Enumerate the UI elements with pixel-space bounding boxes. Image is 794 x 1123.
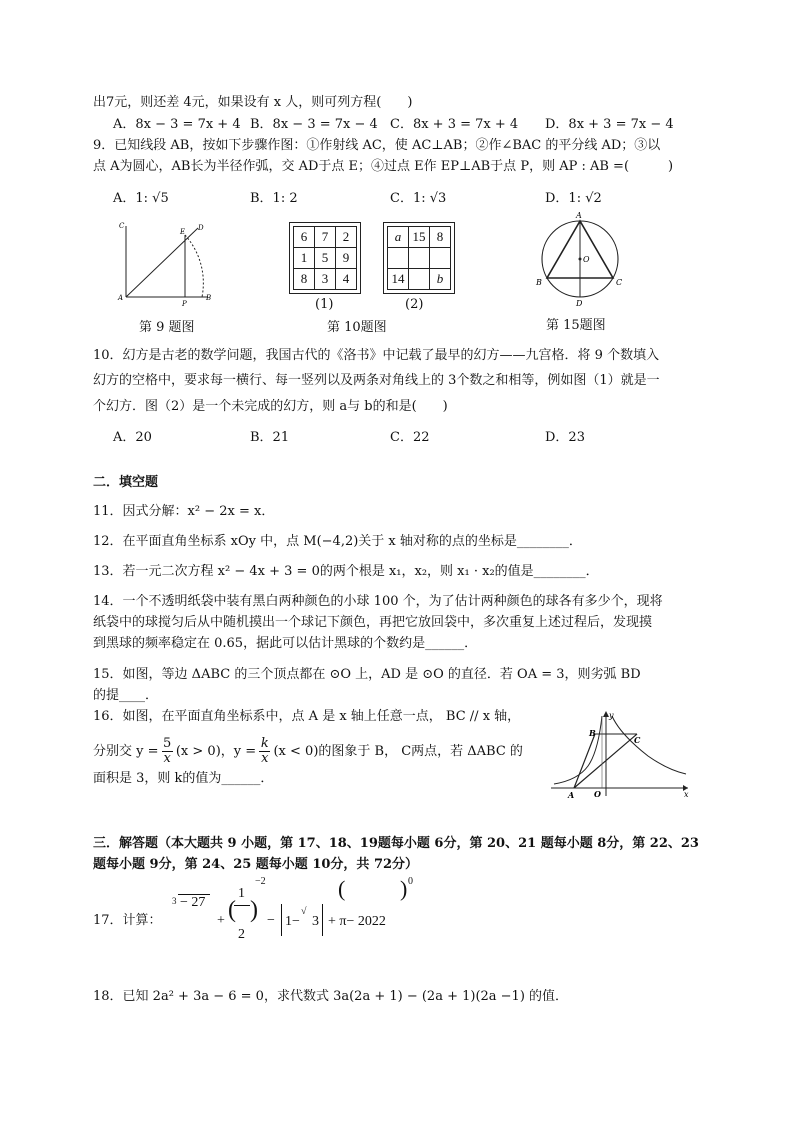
q14-line2: 纸袋中的球搅匀后从中随机摸出一个球记下颜色，再把它放回袋中，多次重复上述过程后，发现摸 bbox=[93, 615, 653, 630]
magic-square-1-cell: 3 bbox=[315, 269, 336, 290]
q16-line2-c: (x < 0)的图象于 B， C两点，若 ΔABC 的 bbox=[273, 743, 523, 759]
magic-square-2-cell bbox=[409, 248, 430, 269]
fig9-label-d: D bbox=[198, 224, 204, 232]
q8-option-c: C．8x + 3 = 7x + 4 bbox=[390, 117, 519, 132]
q16-line2 bbox=[93, 737, 523, 766]
magic-square-2-cell bbox=[430, 248, 451, 269]
q16-fraction-1 bbox=[162, 737, 173, 766]
q17-exp-2: 0 bbox=[408, 876, 413, 887]
figure-9-diagram bbox=[116, 218, 216, 308]
fig15-caption: 第 15题图 bbox=[546, 318, 606, 333]
magic-square-1-cell: 8 bbox=[294, 269, 315, 290]
fig15-label-c: C bbox=[616, 278, 623, 287]
q16-line3: 面积是 3，则 k的值为______． bbox=[93, 771, 274, 786]
fig9-label-c: C bbox=[119, 222, 125, 230]
magic-square-1-cell: 5 bbox=[315, 248, 336, 269]
q9-line2: 点 A为圆心，AB长为半径作弧，交 AD于点 E；④过点 E作 EP⊥AB于点 P，则 AP : AB =( ) bbox=[93, 159, 674, 174]
fig16-label-x: x bbox=[684, 790, 689, 799]
q16-fraction-1-num: 5 bbox=[163, 736, 172, 751]
figure-10-grid-2 bbox=[383, 222, 455, 298]
q17-sqrt3: 3 bbox=[312, 914, 319, 929]
fig16-label-c: C bbox=[634, 735, 641, 745]
figure-16-graph bbox=[548, 708, 694, 800]
q13: 13．若一元二次方程 x² − 4x + 3 = 0的两个根是 x₁，x₂，则 x₁ · x₂的值是________． bbox=[93, 564, 599, 579]
magic-square-1-cell: 7 bbox=[315, 227, 336, 248]
q17-paren2-left: ( bbox=[338, 876, 346, 901]
fig10-label-1: (1) bbox=[315, 297, 334, 312]
fig16-label-a: A bbox=[568, 790, 575, 800]
fig9-label-b: B bbox=[206, 294, 212, 302]
q17-frac-num: 1 bbox=[238, 886, 245, 901]
figure-15-diagram bbox=[530, 208, 630, 310]
magic-square-2-row bbox=[388, 248, 451, 269]
magic-square-1-row bbox=[294, 269, 357, 290]
q9-option-d: D．1: √2 bbox=[545, 191, 602, 206]
q8-option-d: D．8x + 3 = 7x − 4 bbox=[545, 117, 674, 132]
fig10-caption: 第 10题图 bbox=[327, 320, 387, 335]
q17-minus: − bbox=[267, 913, 275, 928]
fig15-label-b: B bbox=[536, 278, 542, 287]
q17-root-index: 3 bbox=[172, 896, 177, 906]
q10-option-d: D．23 bbox=[545, 430, 585, 445]
q9-line1: 9．已知线段 AB，按如下步骤作图：①作射线 AC，使 AC⊥AB；②作∠BAC 的平分线 AD；③以 bbox=[93, 138, 661, 153]
q9-option-a: A．1: √5 bbox=[113, 191, 169, 206]
fig9-label-e: E bbox=[180, 228, 186, 236]
magic-square-2-cell: a bbox=[388, 227, 409, 248]
q8-option-b: B．8x − 3 = 7x − 4 bbox=[250, 117, 378, 132]
fig9-label-a: A bbox=[118, 294, 124, 302]
q16-fraction-2-num: k bbox=[260, 736, 269, 751]
q15-line2: 的提____． bbox=[93, 688, 159, 703]
magic-square-1-cell: 2 bbox=[336, 227, 357, 248]
q16-line2-b: (x > 0)，y = bbox=[175, 743, 257, 759]
section-2-title: 二．填空题 bbox=[93, 475, 159, 490]
fig16-label-y: y bbox=[609, 711, 614, 720]
magic-square-2-row bbox=[388, 269, 451, 290]
magic-square-2-cell: 8 bbox=[430, 227, 451, 248]
magic-square-1-row bbox=[294, 227, 357, 248]
q17-paren2-right: ) bbox=[400, 876, 408, 901]
q17-exp-1: −2 bbox=[255, 876, 266, 887]
magic-square-2-cell: 15 bbox=[409, 227, 430, 248]
q17-plus-1: + bbox=[217, 913, 225, 928]
q17-paren-left: ( bbox=[228, 897, 236, 923]
fig15-label-d: D bbox=[576, 299, 583, 308]
q10-line2: 幻方的空格中，要求每一横行、每一竖列以及两条对角线上的 3个数之和相等，例如图（1）就是一 bbox=[93, 373, 660, 388]
q10-option-c: C．22 bbox=[390, 430, 430, 445]
q17-frac-den: 2 bbox=[238, 927, 245, 942]
q17-abs-inner: 1− bbox=[285, 914, 300, 929]
q9-option-c: C．1: √3 bbox=[390, 191, 447, 206]
magic-square-1-row bbox=[294, 248, 357, 269]
q11: 11．因式分解：x² − 2x = x． bbox=[93, 504, 275, 519]
q17-expression bbox=[160, 876, 450, 946]
section-3-title-line1: 三．解答题（本大题共 9 小题，第 17、18、19题每小题 6分，第 20、21 题每小题 8分，第 22、23 bbox=[93, 836, 699, 851]
magic-square-1-cell: 1 bbox=[294, 248, 315, 269]
magic-square-2-cell bbox=[409, 269, 430, 290]
magic-square-2-cell: 14 bbox=[388, 269, 409, 290]
q15-line1: 15．如图，等边 ΔABC 的三个顶点都在 ⊙O 上，AD 是 ⊙O 的直径．若 OA = 3，则劣弧 BD bbox=[93, 667, 641, 682]
magic-square-2-row bbox=[388, 227, 451, 248]
fig9-label-p: P bbox=[182, 300, 187, 308]
fig15-label-o: O bbox=[583, 255, 590, 264]
q16-fraction-1-den: x bbox=[163, 751, 171, 766]
q8-tail: 出7元，则还差 4元，如果设有 x 人，则可列方程( ) bbox=[93, 95, 413, 110]
q17-tail: + π− 2022 bbox=[328, 914, 386, 929]
q16-line1: 16．如图，在平面直角坐标系中，点 A 是 x 轴上任意一点， BC // x 轴， bbox=[93, 709, 521, 724]
q17-cube-root bbox=[178, 894, 210, 911]
q10-option-b: B．21 bbox=[250, 430, 290, 445]
q10-line1: 10．幻方是古老的数学问题，我国古代的《洛书》中记载了最早的幻方——九宫格．将 9 个数填入 bbox=[93, 348, 660, 363]
magic-square-2-cell bbox=[388, 248, 409, 269]
fig9-caption: 第 9 题图 bbox=[139, 320, 195, 335]
q17-paren-right: ) bbox=[250, 897, 258, 923]
figure-10-grid-1 bbox=[289, 222, 361, 298]
magic-square-1-cell: 6 bbox=[294, 227, 315, 248]
q8-option-a: A．8x − 3 = 7x + 4 bbox=[113, 117, 241, 132]
q9-option-b: B．1: 2 bbox=[250, 191, 298, 206]
q12: 12．在平面直角坐标系 xOy 中，点 M(−4,2)关于 x 轴对称的点的坐标是________． bbox=[93, 534, 582, 549]
q14-line3: 到黑球的频率稳定在 0.65，据此可以估计黑球的个数约是______． bbox=[93, 636, 478, 651]
magic-square-1-cell: 4 bbox=[336, 269, 357, 290]
fig16-label-o: O bbox=[594, 789, 601, 799]
q17-radicand: − 27 bbox=[180, 895, 206, 910]
q14-line1: 14．一个不透明纸袋中装有黑白两种颜色的小球 100 个，为了估计两种颜色的球各有多少个，现将 bbox=[93, 594, 663, 609]
q10-line3: 个幻方．图（2）是一个未完成的幻方，则 a与 b的和是( ) bbox=[93, 399, 448, 414]
q16-line2-a: 分别交 y = bbox=[93, 743, 159, 759]
q17-frac-bar bbox=[234, 905, 250, 906]
q18: 18．已知 2a² + 3a − 6 = 0，求代数式 3a(2a + 1) − (2a + 1)(2a −1) 的值． bbox=[93, 989, 569, 1004]
magic-square-1-cell: 9 bbox=[336, 248, 357, 269]
q17-abs-right bbox=[322, 904, 323, 936]
q17-abs-left bbox=[281, 904, 282, 936]
q16-fraction-2 bbox=[259, 737, 270, 766]
q17-label: 17．计算： bbox=[93, 913, 162, 928]
q17-sqrt-symbol: √ bbox=[301, 906, 307, 917]
q10-option-a: A．20 bbox=[113, 430, 152, 445]
fig10-label-2: (2) bbox=[405, 297, 424, 312]
q16-fraction-2-den: x bbox=[261, 751, 269, 766]
fig16-label-b: B bbox=[589, 728, 596, 738]
section-3-title-line2: 题每小题 9分，第 24、25 题每小题 10分，共 72分） bbox=[93, 857, 419, 872]
magic-square-2-cell: b bbox=[430, 269, 451, 290]
fig15-label-a: A bbox=[576, 211, 582, 220]
